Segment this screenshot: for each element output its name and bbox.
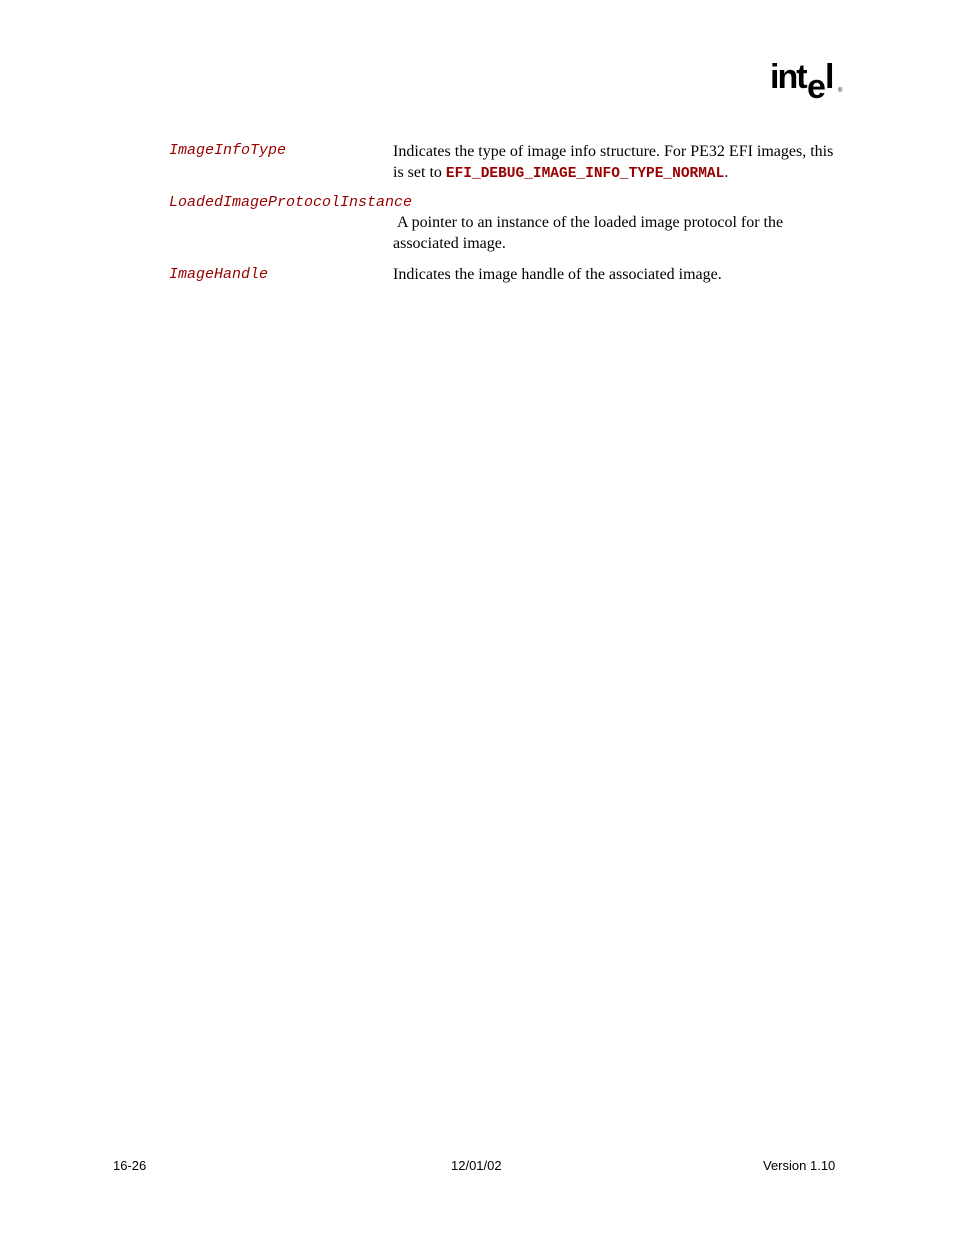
term-image-info-type: ImageInfoType bbox=[169, 142, 287, 159]
term-image-handle: ImageHandle bbox=[169, 266, 269, 283]
term-loaded-image-protocol-instance: LoadedImageProtocolInstance bbox=[169, 194, 413, 211]
svg-text:l: l bbox=[825, 58, 835, 96]
definition-text: Indicates the type of image info structure. For PE32 EFI images, this is set to bbox=[393, 143, 834, 181]
definition-image-handle: Indicates the image handle of the associated image. bbox=[393, 266, 722, 283]
code-constant: EFI_DEBUG_IMAGE_INFO_TYPE_NORMAL bbox=[445, 166, 725, 182]
intel-logo-graphic bbox=[770, 58, 846, 104]
svg-text:e: e bbox=[807, 68, 824, 104]
footer-version: Version 1.10 bbox=[763, 1158, 836, 1173]
footer-page-number: 16-26 bbox=[113, 1158, 147, 1173]
svg-text:®: ® bbox=[838, 88, 843, 94]
definition-loaded-image-protocol-instance: A pointer to an instance of the loaded image protocol for the associated image. bbox=[393, 214, 788, 252]
intel-logo bbox=[770, 58, 846, 104]
footer-date: 12/01/02 bbox=[451, 1158, 502, 1173]
svg-text:int: int bbox=[770, 58, 806, 96]
definition-text-end: . bbox=[724, 164, 729, 181]
definition-image-info-type bbox=[393, 141, 848, 185]
